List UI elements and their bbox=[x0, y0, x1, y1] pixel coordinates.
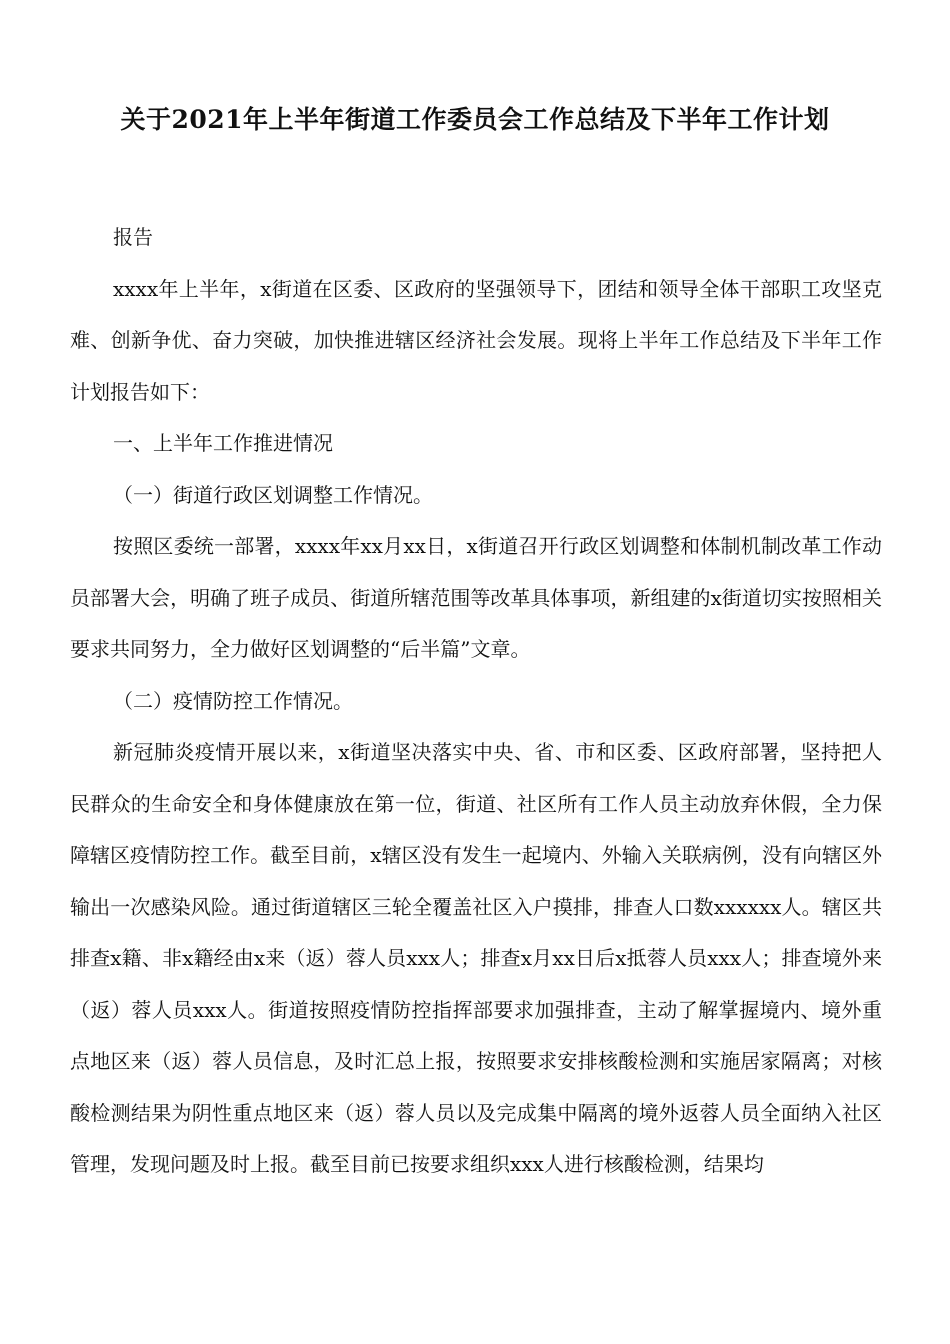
paragraph-epidemic-control: 新冠肺炎疫情开展以来，x街道坚决落实中央、省、市和区委、区政府部署，坚持把人民群众的生命安全和身体健康放在第一位，街道、社区所有工作人员主动放弃休假，全力保障辖区疫情防控工作。截至目前，x辖区没有发生一起境内、外输入关联病例，没有向辖区外输出一次感染风险。通过街道辖区三轮全覆盖社区入户摸排，排查人口数xxxxxx人。辖区共排查x籍、非x籍经由x来（返）蓉人员xxx人；排查x月xx日后x抵蓉人员xxx人；排查境外来（返）蓉人员xxx人。街道按照疫情防控指挥部要求加强排查，主动了解掌握境内、境外重点地区来（返）蓉人员信息，及时汇总上报，按照要求安排核酸检测和实施居家隔离；对核酸检测结果为阴性重点地区来（返）蓉人员以及完成集中隔离的境外返蓉人员全面纳入社区管理，发现问题及时上报。截至目前已按要求组织xxx人进行核酸检测，结果均 bbox=[70, 740, 882, 1176]
document-title: 关于2021年上半年街道工作委员会工作总结及下半年工作计划 bbox=[120, 105, 830, 134]
paragraph-district-adjustment: 按照区委统一部署，xxxx年xx月xx日，x街道召开行政区划调整和体制机制改革工作动员部署大会，明确了班子成员、街道所辖范围等改革具体事项，新组建的x街道切实按照相关要求共同努力，全力做好区划调整的“后半篇”文章。 bbox=[70, 534, 882, 661]
subsection-heading-1: （一）街道行政区划调整工作情况。 bbox=[113, 482, 433, 507]
paragraph-intro: xxxx年上半年，x街道在区委、区政府的坚强领导下，团结和领导全体干部职工攻坚克难、创新争优、奋力突破，加快推进辖区经济社会发展。现将上半年工作总结及下半年工作计划报告如下： bbox=[70, 276, 882, 404]
paragraph-report-label: 报告 bbox=[113, 225, 153, 249]
section-heading-1: 一、上半年工作推进情况 bbox=[113, 431, 333, 455]
document-body bbox=[70, 212, 882, 1191]
subsection-heading-2: （二）疫情防控工作情况。 bbox=[113, 688, 353, 713]
